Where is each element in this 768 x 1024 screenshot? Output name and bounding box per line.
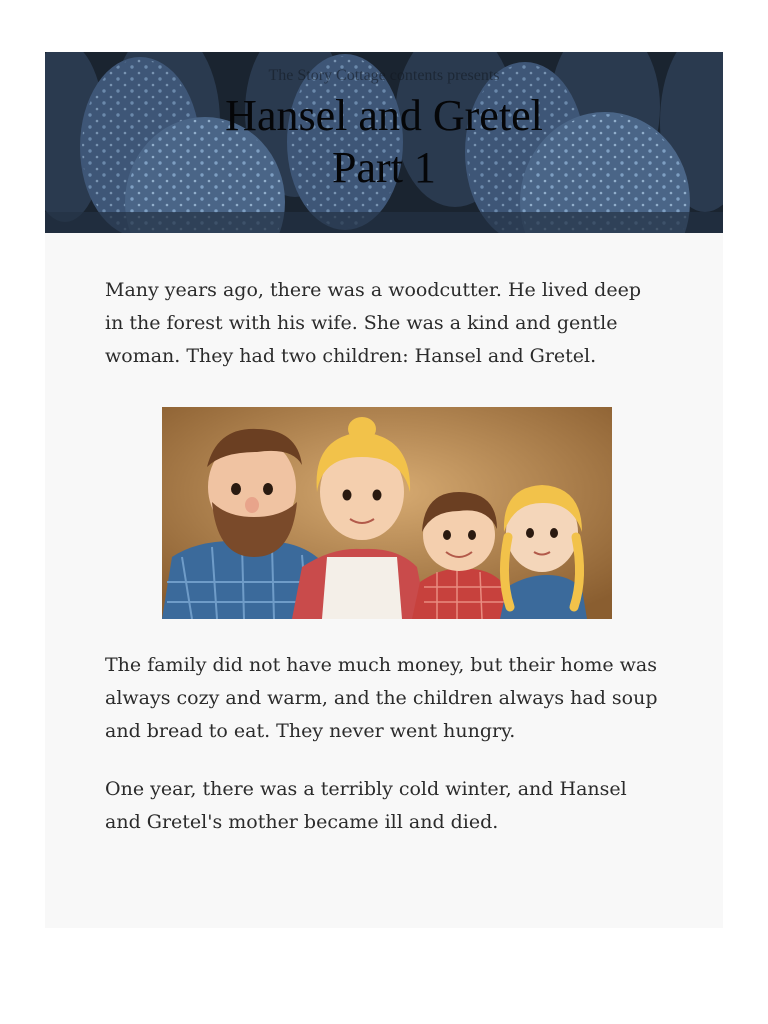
header-banner: [45, 52, 723, 233]
story-page: [45, 52, 723, 928]
banner-supertitle: The Story Cottage contents presents: [268, 67, 500, 84]
title-line-1: Hansel and Gretel: [225, 91, 543, 140]
title-line-2: Part 1: [332, 143, 436, 192]
story-paragraph-2: The family did not have much money, but their home was always cozy and warm, and the children always had soup and bread to eat. They never went hungry.: [105, 654, 658, 742]
gretel-figure: [500, 485, 587, 619]
story-paragraph-1: Many years ago, there was a woodcutter. He lived deep in the forest with his wife. She was a kind and gentle woman. They had two children: Hansel and Gretel.: [105, 279, 641, 367]
page-title: [45, 90, 723, 194]
story-paragraph-3: One year, there was a terribly cold winter, and Hansel and Gretel's mother became ill and died.: [105, 778, 627, 833]
family-portrait-image: [162, 407, 612, 619]
family-illustration: [162, 407, 612, 619]
